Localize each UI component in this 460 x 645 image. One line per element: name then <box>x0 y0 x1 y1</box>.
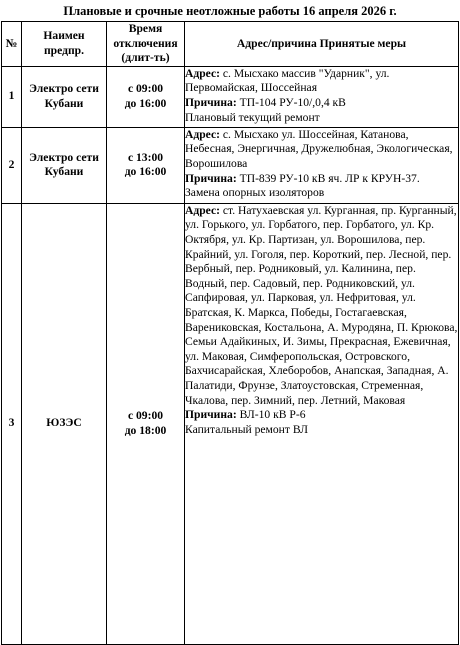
header-org-label: Наимен предпр. <box>43 29 85 57</box>
row-time-to: до 16:00 <box>124 165 167 179</box>
row-num: 1 <box>2 66 22 127</box>
document-title: Плановые и срочные неотложные работы 16 апреля 2026 г. <box>63 4 397 18</box>
row-reason: ВЛ-10 кВ Р-6 <box>239 408 306 422</box>
address-label: Адрес: <box>185 127 220 141</box>
reason-label: Причина: <box>185 408 237 422</box>
reason-label: Причина: <box>185 171 237 185</box>
table-row <box>2 203 459 644</box>
row-time <box>107 127 185 203</box>
row-details <box>185 66 459 127</box>
row-org: Электро сети Кубани <box>22 66 107 127</box>
table-row <box>2 66 459 127</box>
row-address: с. Мысхако ул. Шоссейная, Катанова, Небесная, Энергичная, Дружелюбная, Экологическая, Ворошилова <box>185 127 453 170</box>
table-header-row <box>2 22 459 67</box>
row-time-from: с 13:00 <box>127 150 164 164</box>
row-time-to: до 16:00 <box>124 96 167 110</box>
row-address: с. Мысхако массив "Ударник", ул. Первомайская, Шоссейная <box>185 66 390 95</box>
row-time <box>107 203 185 644</box>
row-time <box>107 66 185 127</box>
table-row <box>2 127 459 203</box>
row-measures: Плановый текущий ремонт <box>185 110 320 124</box>
row-num: 2 <box>2 127 22 203</box>
row-details <box>185 203 459 644</box>
header-time-label: Время отключения (длит-ть) <box>113 22 178 65</box>
row-org: ЮЗЭС <box>22 203 107 644</box>
header-time <box>107 22 185 67</box>
header-num: № <box>2 22 22 67</box>
row-reason: ТП-839 РУ-10 кВ яч. ЛР к КРУН-37. <box>239 171 420 185</box>
row-time-from: с 09:00 <box>127 409 164 423</box>
works-table <box>1 21 459 645</box>
header-addr-label: Адрес/причина Принятые меры <box>236 36 407 50</box>
header-addr <box>185 22 459 67</box>
header-org <box>22 22 107 67</box>
row-measures: Замена опорных изоляторов <box>185 186 325 200</box>
row-time-from: с 09:00 <box>127 82 164 96</box>
address-label: Адрес: <box>185 203 220 217</box>
address-label: Адрес: <box>185 66 220 80</box>
reason-label: Причина: <box>185 95 237 109</box>
row-measures: Капитальный ремонт ВЛ <box>185 422 309 436</box>
row-address: ст. Натухаевская ул. Курганная, пр. Курганный, ул. Горького, ул. Горбатого, пер. Горбатого, ул. Кр. Октября, ул. Кр. Партизан, ул. Ворошилова, пер. Крайний, ул. Гоголя, пер. Короткий, пер. Лесной, пер. Вербный, пер. Родниковый, ул. Калинина, пер. Водный, пер. Садовый, пер. Родниковский, ул. Сапфировая, ул. Парковая, ул. Нефритовая, ул. Братская, К. Маркса, Победы, Гостагаевская, Варениковская, Костальона, А. Муродяна, П. Крюкова, Семьи Адайкиных, И. Зимы, Прекрасная, Ежевичная, ул. Маковая, Симферопольская, Островского, Бахчисарайская, Хлеборобов, Анапская, Западная, А. Палатиди, Фрунзе, Златоустовская, Стременная, Чкалова, пер. Зимний, пер. Летний, Маковая <box>185 203 458 407</box>
row-org: Электро сети Кубани <box>22 127 107 203</box>
row-reason: ТП-104 РУ-10/,0,4 кВ <box>239 95 346 109</box>
row-details <box>185 127 459 203</box>
row-num: 3 <box>2 203 22 644</box>
row-time-to: до 18:00 <box>124 423 167 437</box>
